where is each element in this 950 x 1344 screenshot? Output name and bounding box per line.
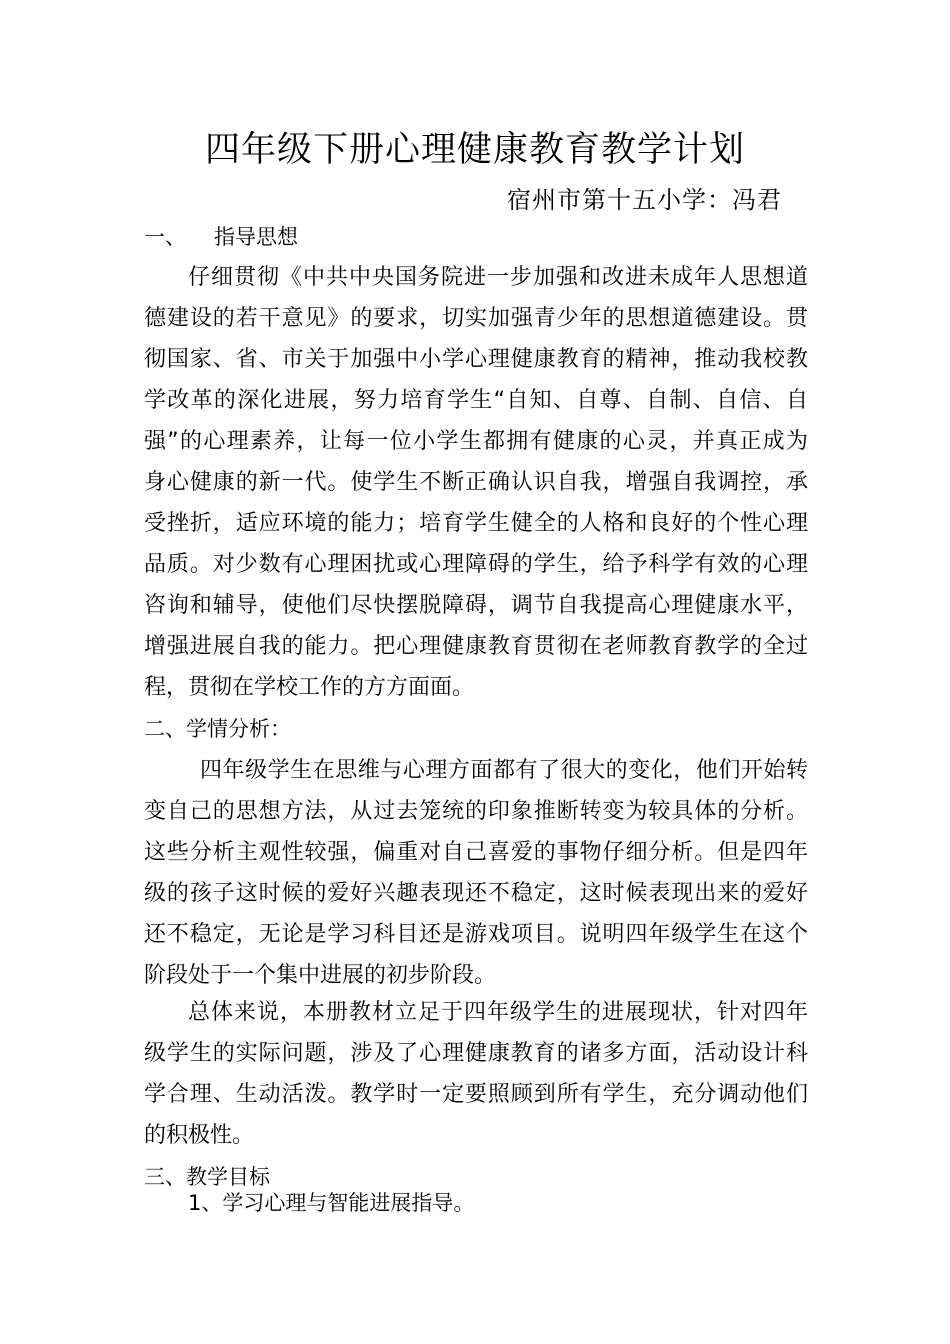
section-heading-learning-analysis: 二、学情分析：: [144, 717, 291, 741]
paragraph-line: 变自己的思想方法，从过去笼统的印象推断转变为较具体的分析。: [144, 799, 808, 824]
paragraph-line: 强”的心理素养，让每一位小学生都拥有健康的心灵，并真正成为: [144, 429, 808, 454]
paragraph-line: 级的孩子这时候的爱好兴趣表现还不稳定，这时候表现出来的爱好: [144, 881, 808, 906]
document-title: 四年级下册心理健康教育教学计划: [204, 130, 745, 170]
paragraph-line: 四年级学生在思维与心理方面都有了很大的变化，他们开始转: [200, 758, 808, 783]
paragraph-line: 受挫折，适应环境的能力；培育学生健全的人格和良好的个性心理: [144, 511, 808, 536]
paragraph-line: 还不稳定，无论是学习科目还是游戏项目。说明四年级学生在这个: [144, 922, 808, 947]
section-title: 指导思想: [214, 225, 298, 249]
paragraph-line: 身心健康的新一代。使学生不断正确认识自我，增强自我调控，承: [144, 470, 808, 495]
list-item: 1、学习心理与智能进展指导。: [188, 1191, 475, 1215]
section-heading-teaching-goals: 三、教学目标: [144, 1165, 270, 1189]
author-line: 宿州市第十五小学：冯君: [507, 186, 782, 214]
paragraph-line: 德建设的若干意见》的要求，切实加强青少年的思想道德建设。贯: [144, 306, 808, 331]
paragraph-line: 级学生的实际问题，涉及了心理健康教育的诸多方面，活动设计科: [144, 1041, 808, 1066]
paragraph-line: 增强进展自我的能力。把心理健康教育贯彻在老师教育教学的全过: [144, 634, 808, 659]
paragraph-line: 的积极性。: [144, 1123, 255, 1148]
paragraph-line: 咨询和辅导，使他们尽快摆脱障碍，调节自我提高心理健康水平，: [144, 593, 808, 618]
section-heading-guiding-ideology: [144, 222, 298, 252]
paragraph-line: 学改革的深化进展，努力培育学生“自知、自尊、自制、自信、自: [144, 388, 808, 413]
paragraph-line: 这些分析主观性较强，偏重对自己喜爱的事物仔细分析。但是四年: [144, 840, 808, 865]
paragraph-line: 总体来说，本册教材立足于四年级学生的进展现状，针对四年: [188, 1000, 808, 1025]
paragraph-line: 阶段处于一个集中进展的初步阶段。: [144, 963, 497, 988]
paragraph-line: 仔细贯彻《中共中央国务院进一步加强和改进未成年人思想道: [188, 265, 808, 290]
paragraph-line: 学合理、生动活泼。教学时一定要照顾到所有学生，充分调动他们: [144, 1082, 808, 1107]
section-number: 一、: [144, 225, 186, 249]
paragraph-line: 程，贯彻在学校工作的方方面面。: [144, 675, 475, 700]
paragraph-line: 彻国家、省、市关于加强中小学心理健康教育的精神，推动我校教: [144, 347, 808, 372]
paragraph-line: 品质。对少数有心理困扰或心理障碍的学生，给予科学有效的心理: [144, 552, 808, 577]
